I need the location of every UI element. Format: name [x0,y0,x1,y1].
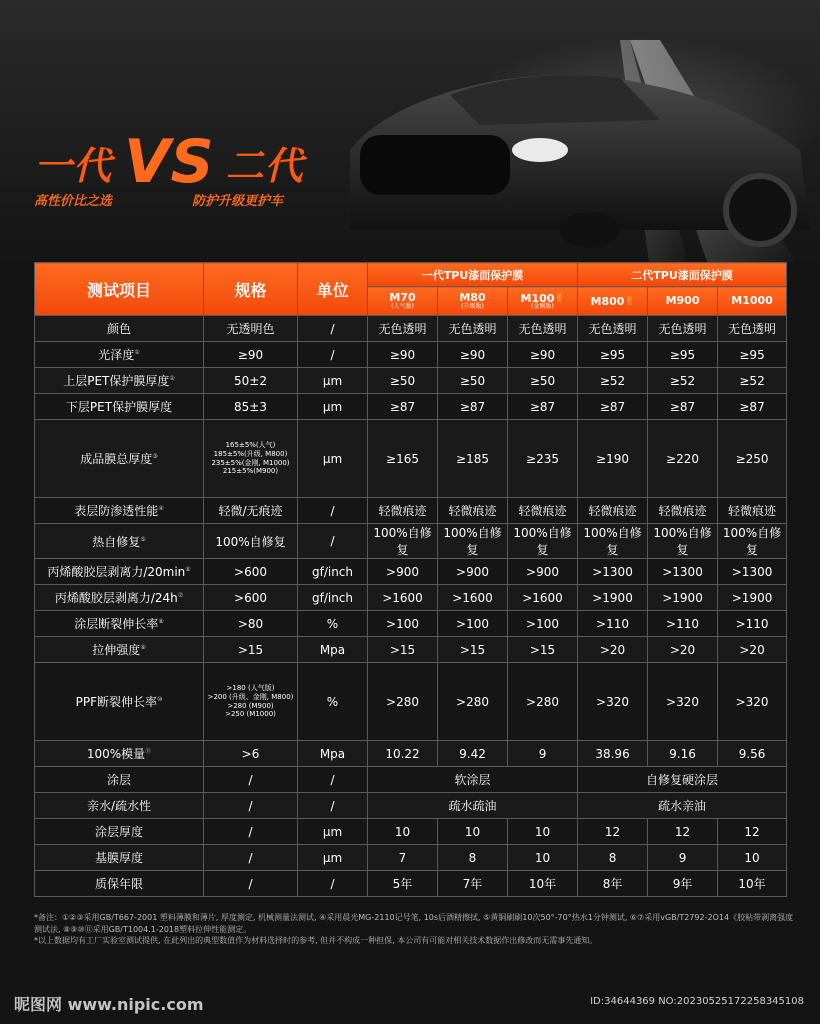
value-cell: 100%自修复 [508,524,578,559]
headline [34,127,304,209]
spec-line: >200 (升级、金刚, M800) [207,692,294,701]
row-label-text: 100%模量 [86,747,146,761]
value-cell: >110 [648,611,718,637]
row-label [35,741,204,767]
unit-cell: μm [298,368,368,394]
unit-cell: / [298,871,368,897]
spec-cell [204,663,298,741]
table-row [35,394,787,420]
value-cell: 10 [438,819,508,845]
value-cell: 100%自修复 [648,524,718,559]
value-cell: 无色透明 [508,316,578,342]
table-row [35,316,787,342]
row-label [35,316,204,342]
footnote-mark: ③ [152,453,158,460]
spec-cell: >600 [204,559,298,585]
row-label-text: 丙烯酸胶层剥离力/24h [54,591,178,605]
row-label [35,585,204,611]
footnote-mark: ⑦ [177,592,184,599]
header-group-gen1: 一代TPU漆面保护膜 [368,263,578,287]
model-name: M70 [389,291,416,305]
headline-sub-left: 高性价比之选 [34,194,113,209]
header-model [578,287,648,316]
row-label [35,637,204,663]
header-model [368,287,438,316]
value-cell: >280 [368,663,438,741]
value-cell: ≥95 [578,342,648,368]
row-label: 亲水/疏水性 [35,793,204,819]
spec-line: 185±5%(升级, M800) [213,449,288,458]
spec-cell: 100%自修复 [204,524,298,559]
footnote-line-1: *备注：①②③采用GB/T667-2001 塑料薄膜和薄片, 厚度测定, 机械测量法测试, ④采用晨光MG-2110记号笔, 10s后酒精擦拭, ⑤黄铜刷刷10次50°-70°热水1分钟测试, ⑥⑦采用vGB/T2792-2O14《胶粘带剥离强度测试法, ⑧⑨⑩⑪采用GB/T1004.1-2018塑料拉伸性能测定。 [34,913,794,934]
footnote-mark: ④ [158,505,164,512]
value-cell: >280 [508,663,578,741]
value-cell: 10.22 [368,741,438,767]
value-cell: ≥50 [508,368,578,394]
row-label: 涂层厚度 [35,819,204,845]
sports-car-image [330,40,820,262]
row-label-text: 颜色 [106,322,131,336]
value-cell: >20 [718,637,787,663]
value-cell: 10 [368,819,438,845]
unit-cell: μm [298,819,368,845]
table-row [35,819,787,845]
value-cell: 100%自修复 [438,524,508,559]
value-cell: ≥95 [718,342,787,368]
model-tag: (升级版) [461,302,484,310]
model-tag: (人气版) [391,302,414,310]
value-cell: >1900 [578,585,648,611]
unit-cell: % [298,611,368,637]
value-cell: 9.56 [718,741,787,767]
headline-vs: VS [124,127,214,197]
spec-cell: / [204,793,298,819]
table-row [35,498,787,524]
headline-sub-right: 防护升级更护车 [192,194,284,209]
table-row [35,637,787,663]
header-spec: 规格 [204,263,298,316]
value-cell: 5年 [368,871,438,897]
row-label: 质保年限 [35,871,204,897]
model-name: M80 [459,291,486,305]
value-cell: ≥90 [368,342,438,368]
row-label-text: 丙烯酸胶层剥离力/20min [47,565,186,579]
value-cell: 100%自修复 [718,524,787,559]
group-value-cell: 软涂层 [368,767,578,793]
model-name: M1000 [731,294,773,308]
row-label-text: 拉伸强度 [92,643,141,657]
value-cell: 轻微痕迹 [578,498,648,524]
value-cell: ≥87 [508,394,578,420]
model-name: M900 [665,294,700,308]
unit-cell: μm [298,845,368,871]
value-cell: ≥90 [508,342,578,368]
spec-cell: >15 [204,637,298,663]
value-cell: ≥165 [368,420,438,498]
spec-line: 165±5%(人气) [225,441,276,449]
spec-line: 235±5%(金刚, M1000) [211,458,290,467]
spec-line: >250 (M1000) [225,710,276,719]
row-label-text: 下层PET保护膜厚度 [65,400,173,414]
value-cell: 7年 [438,871,508,897]
row-label-text: 成品膜总厚度 [80,452,153,466]
value-cell: 9 [508,741,578,767]
value-cell: ≥52 [648,368,718,394]
row-label-text: 表层防渗透性能 [74,504,159,518]
table-row [35,845,787,871]
value-cell: >1600 [508,585,578,611]
value-cell: 12 [718,819,787,845]
footnotes [34,912,794,947]
value-cell: 轻微痕迹 [508,498,578,524]
value-cell: ≥87 [438,394,508,420]
value-cell: 无色透明 [648,316,718,342]
value-cell: ≥50 [368,368,438,394]
comparison-table [34,262,787,897]
row-label-text: 光泽度 [98,348,135,362]
spec-line: >180 (人气版) [226,684,275,692]
header-group-gen2: 二代TPU漆面保护膜 [578,263,787,287]
unit-cell: / [298,316,368,342]
row-label [35,559,204,585]
row-label-text: 热自修复 [92,534,141,549]
table-row [35,585,787,611]
value-cell: >900 [438,559,508,585]
model-tag: (金刚版) [531,303,554,311]
value-cell: >110 [718,611,787,637]
spec-line: >280 (M900) [227,701,274,710]
unit-cell: / [298,524,368,559]
footnote-mark: ⑪ [145,748,152,755]
table-row [35,663,787,741]
header-unit: 单位 [298,263,368,316]
header-model [648,287,718,316]
table-row [35,767,787,793]
value-cell: ≥190 [578,420,648,498]
value-cell: >100 [438,611,508,637]
group-value-cell: 自修复硬涂层 [578,767,787,793]
unit-cell: μm [298,394,368,420]
value-cell: >320 [648,663,718,741]
spec-cell: / [204,767,298,793]
value-cell: ≥235 [508,420,578,498]
row-label [35,394,204,420]
value-cell: >900 [508,559,578,585]
value-cell: ≥87 [718,394,787,420]
spec-cell: 50±2 [204,368,298,394]
spec-cell: / [204,871,298,897]
row-label: 涂层 [35,767,204,793]
value-cell: ≥90 [438,342,508,368]
value-cell: ≥52 [578,368,648,394]
watermark-left: 昵图网 www.nipic.com [14,995,204,1014]
value-cell: >15 [368,637,438,663]
spec-line: 215±5%(M900) [222,467,279,476]
header-model [438,287,508,316]
header-model [508,287,578,316]
value-cell: >280 [438,663,508,741]
value-cell: >1600 [438,585,508,611]
spec-cell: / [204,845,298,871]
value-cell: 无色透明 [578,316,648,342]
value-cell: ≥87 [648,394,718,420]
value-cell: 轻微痕迹 [648,498,718,524]
value-cell: 12 [648,819,718,845]
unit-cell: gf/inch [298,559,368,585]
header-model [718,287,787,316]
value-cell: >15 [438,637,508,663]
row-label [35,420,204,498]
value-cell: >15 [508,637,578,663]
unit-cell: / [298,793,368,819]
headline-gen2: 二代 [225,143,304,188]
row-label [35,498,204,524]
spec-cell: >80 [204,611,298,637]
row-label-text: PPF断裂伸长率 [75,695,157,709]
value-cell: ≥50 [438,368,508,394]
unit-cell: μm [298,420,368,498]
spec-cell [204,420,298,498]
model-name: M800 [590,294,625,308]
unit-cell: / [298,342,368,368]
spec-cell: 85±3 [204,394,298,420]
value-cell: 10 [508,845,578,871]
table-row [35,368,787,394]
value-cell: >1300 [578,559,648,585]
value-cell: >1300 [648,559,718,585]
value-cell: 10年 [718,871,787,897]
headline-gen1: 一代 [34,143,113,188]
value-cell: ≥52 [718,368,787,394]
value-cell: ≥185 [438,420,508,498]
value-cell: 轻微痕迹 [438,498,508,524]
value-cell: 9年 [648,871,718,897]
model-name: M100 [520,291,555,305]
footnote-mark: ⑥ [185,566,191,573]
row-label-text: 上层PET保护膜厚度 [63,374,170,388]
value-cell: >20 [648,637,718,663]
value-cell: 无色透明 [438,316,508,342]
value-cell: 7 [368,845,438,871]
table-row [35,611,787,637]
spec-cell: / [204,819,298,845]
footnote-mark: ⑤ [140,535,146,543]
table-row [35,793,787,819]
footnote-mark: ① [134,349,140,356]
value-cell: >1300 [718,559,787,585]
value-cell: 8 [438,845,508,871]
table-row [35,559,787,585]
value-cell: ≥87 [578,394,648,420]
value-cell: 100%自修复 [578,524,648,559]
value-cell: 9 [648,845,718,871]
unit-cell: gf/inch [298,585,368,611]
value-cell: >20 [578,637,648,663]
value-cell: >1900 [718,585,787,611]
thumbs-up-icon: ✌ [554,290,565,305]
unit-cell: / [298,498,368,524]
value-cell: >100 [368,611,438,637]
footnote-mark: ② [169,375,175,382]
value-cell: ≥87 [368,394,438,420]
value-cell: 8 [578,845,648,871]
value-cell: ≥95 [648,342,718,368]
value-cell: 无色透明 [718,316,787,342]
group-value-cell: 疏水亲油 [578,793,787,819]
value-cell: >1600 [368,585,438,611]
row-label [35,663,204,741]
spec-cell: 轻微/无痕迹 [204,498,298,524]
row-label [35,368,204,394]
value-cell: >320 [718,663,787,741]
row-label [35,611,204,637]
value-cell: 10年 [508,871,578,897]
value-cell: 100%自修复 [368,524,438,559]
row-label [35,342,204,368]
value-cell: >1900 [648,585,718,611]
unit-cell: Mpa [298,637,368,663]
row-label-text: 涂层断裂伸长率 [74,617,159,631]
footnote-mark: ⑨ [140,644,146,651]
spec-cell: >6 [204,741,298,767]
spec-cell: 无透明色 [204,316,298,342]
value-cell: >320 [578,663,648,741]
value-cell: 9.16 [648,741,718,767]
table-row [35,342,787,368]
row-label: 基膜厚度 [35,845,204,871]
value-cell: 10 [718,845,787,871]
value-cell: 10 [508,819,578,845]
footnote-line-2: *以上数据均有工厂实验室测试提供, 在此列出的典型数值作为材料选择时的参考, 但并不构成一种担保, 本公司有可能对相关技术数据作出修改而无需事先通知。 [34,936,598,946]
value-cell: ≥220 [648,420,718,498]
table-row [35,420,787,498]
value-cell: 9.42 [438,741,508,767]
value-cell: 38.96 [578,741,648,767]
table-row [35,741,787,767]
unit-cell: / [298,767,368,793]
spec-cell: >600 [204,585,298,611]
value-cell: >900 [368,559,438,585]
value-cell: >100 [508,611,578,637]
value-cell: 轻微痕迹 [718,498,787,524]
unit-cell: Mpa [298,741,368,767]
value-cell: 轻微痕迹 [368,498,438,524]
unit-cell: % [298,663,368,741]
hero-banner [0,0,820,262]
table-row [35,871,787,897]
watermark-right: ID:34644369 NO:20230525172258345108 [590,996,804,1007]
thumbs-up-icon: ✌ [624,293,635,308]
row-label [35,524,204,559]
value-cell: 无色透明 [368,316,438,342]
footnote-mark: ⑩ [157,696,163,703]
header-test-item: 测试项目 [35,263,204,316]
footnote-mark: ⑧ [158,618,164,625]
table-row [35,524,787,559]
value-cell: 12 [578,819,648,845]
group-value-cell: 疏水疏油 [368,793,578,819]
spec-cell: ≥90 [204,342,298,368]
value-cell: >110 [578,611,648,637]
value-cell: ≥250 [718,420,787,498]
value-cell: 8年 [578,871,648,897]
